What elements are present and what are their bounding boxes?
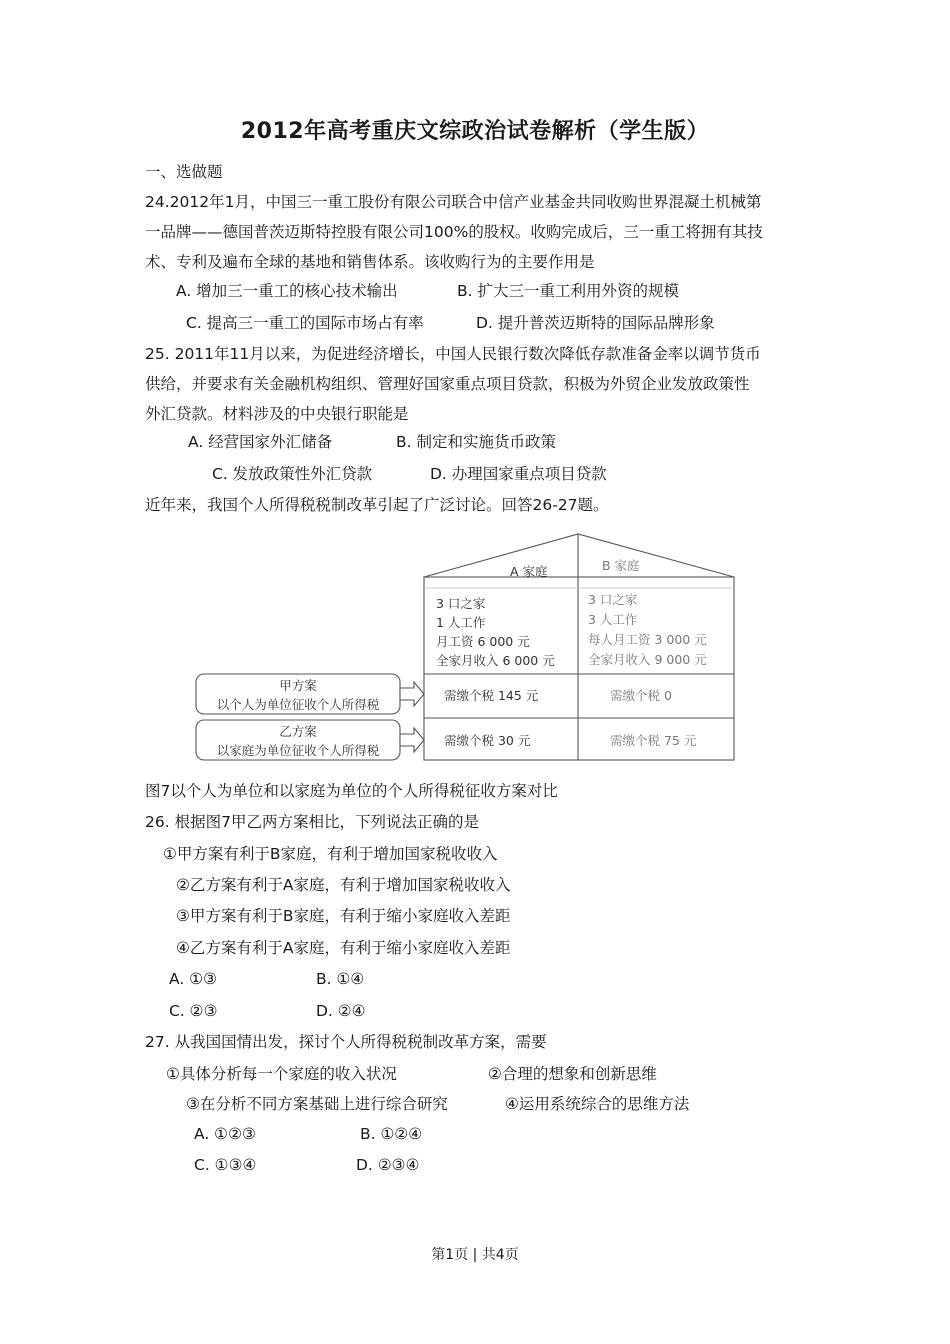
q24-option-c: C. 提高三一重工的国际市场占有率 xyxy=(186,314,424,332)
plan-1-name: 甲方案 xyxy=(279,678,317,693)
plan-2-name: 乙方案 xyxy=(279,724,317,739)
q24-option-a: A. 增加三一重工的核心技术输出 xyxy=(176,282,398,300)
q26-statement-4: ④乙方案有利于A家庭，有利于缩小家庭收入差距 xyxy=(176,939,511,957)
q27-option-b: B. ①②④ xyxy=(360,1125,423,1143)
diagram-b-plan2-tax: 需缴个税 75 元 xyxy=(610,733,697,748)
q27-statement-2: ②合理的想象和创新思维 xyxy=(488,1065,657,1083)
q26-statement-1: ①甲方案有利于B家庭，有利于增加国家税收收入 xyxy=(163,845,498,863)
q27-statement-4: ④运用系统综合的思维方法 xyxy=(505,1095,690,1113)
q24-stem-line-1: 24.2012年1月，中国三一重工股份有限公司联合中信产业基金共同收购世界混凝土机械第 xyxy=(145,193,762,211)
q26-option-c: C. ②③ xyxy=(169,1002,218,1020)
q25-stem-line-3: 外汇贷款。材料涉及的中央银行职能是 xyxy=(145,405,409,423)
diagram-b-plan1-tax: 需缴个税 0 xyxy=(610,688,672,703)
figure-caption: 图7以个人为单位和以家庭为单位的个人所得税征收方案对比 xyxy=(145,782,558,800)
q25-option-b: B. 制定和实施货币政策 xyxy=(396,433,556,451)
q26-27-intro: 近年来，我国个人所得税税制改革引起了广泛讨论。回答26-27题。 xyxy=(145,496,609,514)
plan-2-description: 以家庭为单位征收个人所得税 xyxy=(216,743,380,758)
q26-statement-3: ③甲方案有利于B家庭，有利于缩小家庭收入差距 xyxy=(176,907,511,925)
diagram-a-info-1: 3 口之家 xyxy=(436,596,486,611)
q24-stem-line-3: 术、专利及遍布全球的基地和销售体系。该收购行为的主要作用是 xyxy=(145,253,595,271)
plan-1-description: 以个人为单位征收个人所得税 xyxy=(216,697,380,712)
q26-option-b: B. ①④ xyxy=(316,970,365,988)
diagram-b-info-4: 全家月收入 9 000 元 xyxy=(588,652,707,667)
diagram-b-info-1: 3 口之家 xyxy=(588,592,638,607)
q27-option-d: D. ②③④ xyxy=(356,1156,420,1174)
q27-option-a: A. ①②③ xyxy=(194,1125,256,1143)
page-footer: 第1页 | 共4页 xyxy=(431,1247,519,1263)
diagram-a-info-4: 全家月收入 6 000 元 xyxy=(436,653,555,668)
q26-statement-2: ②乙方案有利于A家庭，有利于增加国家税收收入 xyxy=(176,876,511,894)
q25-option-a: A. 经营国家外汇储备 xyxy=(188,433,333,451)
q25-stem-line-2: 供给，并要求有关金融机构组织、管理好国家重点项目贷款，积极为外贸企业发放政策性 xyxy=(145,375,750,393)
section-heading: 一、选做题 xyxy=(145,163,223,181)
q27-option-c: C. ①③④ xyxy=(194,1156,257,1174)
q24-option-d: D. 提升普茨迈斯特的国际品牌形象 xyxy=(476,314,715,332)
q27-statement-1: ①具体分析每一个家庭的收入状况 xyxy=(166,1065,397,1083)
diagram-b-info-3: 每人月工资 3 000 元 xyxy=(588,632,707,647)
q24-stem-line-2: 一品牌——德国普茨迈斯特控股有限公司100%的股权。收购完成后，三一重工将拥有其技 xyxy=(145,223,763,241)
figure-7-diagram xyxy=(192,532,752,772)
q25-stem-line-1: 25. 2011年11月以来，为促进经济增长，中国人民银行数次降低存款准备金率以调节货币 xyxy=(145,345,761,363)
diagram-a-info-2: 1 人工作 xyxy=(436,615,486,630)
q26-option-d: D. ②④ xyxy=(316,1002,366,1020)
q24-option-b: B. 扩大三一重工利用外资的规模 xyxy=(457,282,679,300)
q27-stem: 27. 从我国国情出发，探讨个人所得税税制改革方案，需要 xyxy=(145,1033,547,1051)
diagram-a-info-3: 月工资 6 000 元 xyxy=(436,634,530,649)
q25-option-d: D. 办理国家重点项目贷款 xyxy=(430,465,607,483)
diagram-a-plan2-tax: 需缴个税 30 元 xyxy=(444,733,531,748)
q25-option-c: C. 发放政策性外汇贷款 xyxy=(212,465,373,483)
page-title: 2012年高考重庆文综政治试卷解析（学生版） xyxy=(240,119,710,144)
diagram-col-a-header: A 家庭 xyxy=(510,564,548,579)
diagram-a-plan1-tax: 需缴个税 145 元 xyxy=(444,688,539,703)
q27-statement-3: ③在分析不同方案基础上进行综合研究 xyxy=(186,1095,448,1113)
q26-stem: 26. 根据图7甲乙两方案相比，下列说法正确的是 xyxy=(145,813,479,831)
q26-option-a: A. ①③ xyxy=(169,970,217,988)
diagram-b-info-2: 3 人工作 xyxy=(588,612,638,627)
diagram-col-b-header: B 家庭 xyxy=(602,558,640,573)
